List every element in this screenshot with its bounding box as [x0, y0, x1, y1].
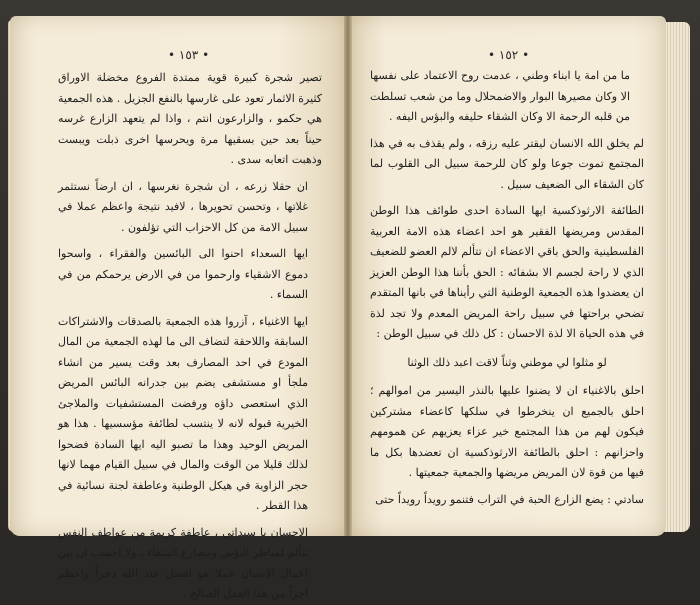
right-paragraph-3: الطائفة الارثوذكسية ايها السادة احدى طوائف هذا الوطن المقدس ومريضها الفقير هو احد اعضاء هذه الامة العربية الفلسطينية والحق باقي الاعضاء ان تتألم لالم العضو للضعيف الذي لا راحة لجسم الا بشفائه : الحق بأننا هذا الوطن العزيز ان يعضدوا هذه الجمعية الوطنية التي رأيناها في بانها المتقدم تضحي براحتها في سبيل راحة المريض المعدم ولا تجد لذة في هذه الحياة الا لذة الاحسان : كل ذلك في سبيل الوطن : — [370, 204, 644, 340]
left-paragraph-3: ايها السعداء احنوا الى البائسين والفقراء ، واسحوا دموع الاشقياء وارحموا من في الارض يرحمكم من في السماء . — [58, 247, 308, 301]
left-paragraph-5: الاحسان يا سيداتي ، عاطفة كريمة من عواطف النفس تتألم لمناظر البؤس ومصارع الشقاء ، ولا احسب ان بين اعمال الانسان عملا هو افضل عند الله ذخراً واعظم اجراً من هذا العمل الصالح . — [58, 525, 308, 600]
right-page-text — [370, 66, 644, 510]
left-paragraph-1: تصير شجرة كبيرة قوية ممتدة الفروع مخضلة الاوراق كثيرة الاثمار تعود على غارسها بالنفع الجزيل . هذه الجمعية هي حكمو ، والزارعون انتم ، واذا لم يتعهد الزارع غرسه حيناً بعد حين بسقيها مرة ويحرسها اخرى ذبلت ويبست وذهبت اتعابه سدى . — [58, 71, 322, 166]
open-book — [8, 6, 692, 600]
left-page-number: • ١٥٣ • — [168, 48, 210, 62]
left-page-text — [58, 68, 322, 605]
right-paragraph-1: ما من امة يا ابناء وطني ، عدمت روح الاعتماد على نفسها الا وكان مصيرها البوار والاضمحلال وما من شعب تسلطت من قلبه الرحمة الا وكان الشقاء حليفه والبؤس اليفه . — [370, 69, 630, 123]
right-page-number: • ١٥٢ • — [488, 48, 530, 62]
right-paragraph-4: احلق بالاغنياء ان لا يضنوا عليها بالنذر اليسير من اموالهم ؛ احلق بالجميع ان ينخرطوا في سلكها كاعضاء مشتركين فيكون لهم من هذا المجتمع خير عزاء يعزيهم عن همومهم واحزانهم : احلق بالطائفة الارثوذكسية ان تعضدها بكل ما فيها من قوة لان المريض مريضها والجمعية جمعيتها . — [370, 384, 644, 479]
book-gutter — [344, 16, 352, 536]
right-page-edges — [664, 22, 690, 532]
right-paragraph-2: لم يخلق الله الانسان ليقتر عليه رزقه ، ولم يقذف به في هذا المجتمع تموت جوعا ولو كان للرحمة سبيل الى القلوب لما كان الشقاء الى الضعيف سبيل . — [370, 136, 644, 191]
right-paragraph-5: سادتي : يضع الزارع الحبة في التراب فتنمو رويداً رويداً حتى — [375, 492, 644, 506]
poem-verse: لو مثلوا لي موطني وثناً لاقت اعبد ذلك الوثنا — [407, 355, 607, 369]
left-paragraph-2: ان حقلا زرعه ، ان شجرة نغرسها ، ان ارضاً نستثمر غلاتها ، وتحسن تحويرها ، لافيد نتيجة واعظم عملا في سبيل الامة من كل الاحزاب التي تؤلفون . — [58, 179, 308, 234]
left-paragraph-4: ايها الاغنياء ، آزروا هذه الجمعية بالصدقات والاشتراكات السابقة واللاحقة لتضاف الى ما لهذه الجمعية من المال المودع في احد المصارف بعد وقت يسير من انشاء ملجأ او مستشفى يضم بين جدرانه البائس المريض الذي استعصى داؤه ورفضت المستشفيات والملاجئ الخيرية قبوله لانه لا ينتسب لطائفة مؤسسيها . هذا هو المريض الوحيد وهذا ما تصبو اليه ايها السادة فضحوا لذلك قليلا من الوقت والمال في سبيل القيام مهما لانها حجر الزاوية في هيكل الوطنية وعاطفة لجنة نسائية في هذا القطر . — [58, 314, 308, 512]
